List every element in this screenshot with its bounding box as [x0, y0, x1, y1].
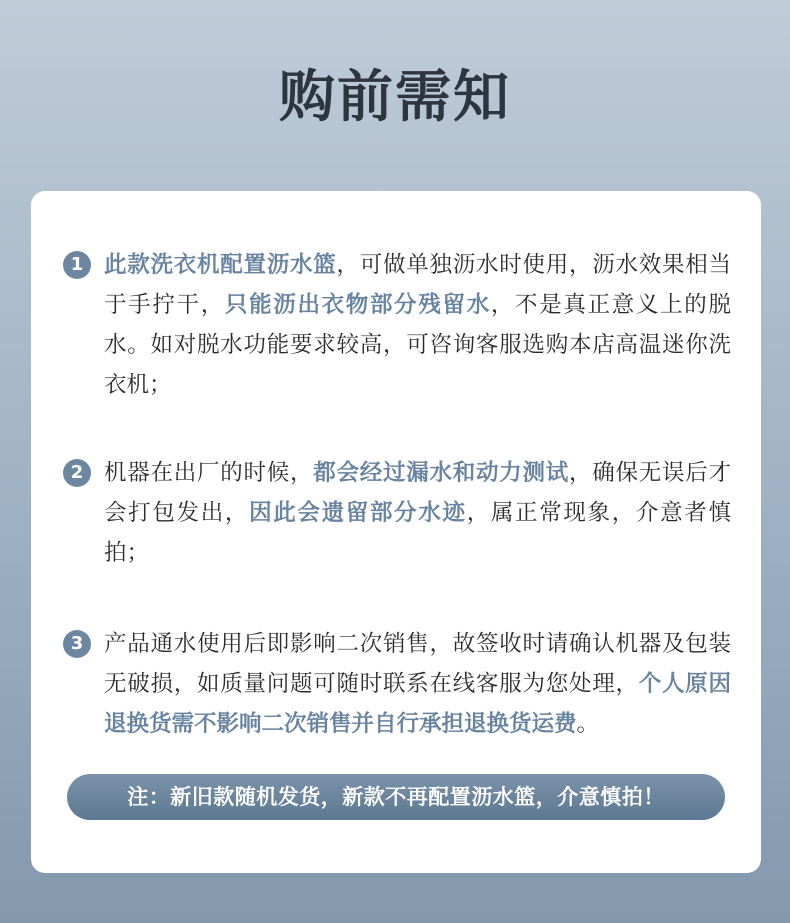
page-title: 购前需知	[279, 65, 511, 130]
notice-card	[31, 191, 761, 873]
highlight-text: 此款洗衣机配置沥水篮	[104, 252, 337, 278]
notice-item-1	[63, 245, 731, 405]
body-text: ，确保无误后才会打包发出，	[104, 460, 731, 526]
notice-item-2	[63, 453, 731, 573]
footer-note: 注：新旧款随机发货，新款不再配置沥水篮，介意慎拍！	[67, 774, 725, 820]
highlight-text: 因此会遗留部分水迹	[249, 500, 467, 526]
highlight-text: 个人原因退换货需不影响二次销售并自行承担退换货运费	[104, 671, 731, 737]
number-badge-3: 3	[63, 630, 91, 658]
notice-item-3	[63, 624, 731, 744]
notice-text-2	[104, 453, 731, 573]
number-badge-2: 2	[63, 459, 91, 487]
body-text: 。	[576, 711, 600, 737]
body-text: ，属正常现象，介意者慎拍；	[104, 500, 731, 566]
number-badge-1: 1	[63, 251, 91, 279]
body-text: 产品通水使用后即影响二次销售，故签收时请确认机器及包装无破损，如质量问题可随时联系在线客服为您处理，	[104, 631, 731, 697]
body-text: ，可做单独沥水时使用，沥水效果相当于手拧干，	[104, 252, 731, 318]
highlight-text: 只能沥出衣物部分残留水	[224, 292, 491, 318]
highlight-text: 都会经过漏水和动力测试	[313, 460, 569, 486]
notice-text-3	[104, 624, 731, 744]
notice-text-1	[104, 245, 731, 405]
body-text: 机器在出厂的时候，	[104, 460, 314, 486]
body-text: ，不是真正意义上的脱水。如对脱水功能要求较高，可咨询客服选购本店高温迷你洗衣机；	[104, 292, 731, 398]
